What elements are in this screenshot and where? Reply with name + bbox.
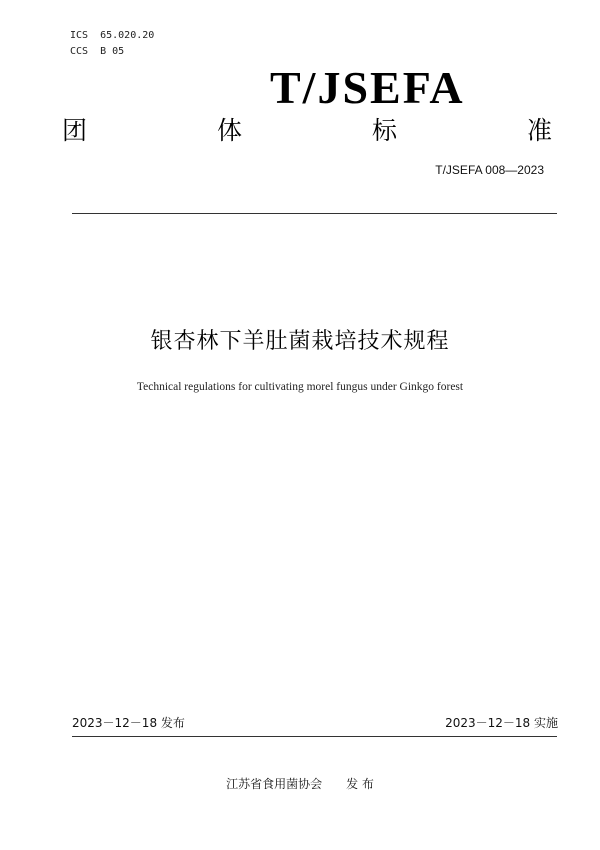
issue-action: 发 布 — [346, 777, 374, 791]
standard-type-char: 体 — [216, 116, 242, 145]
implementation-date: 2023－12－18 实施 — [445, 716, 558, 730]
publish-date: 2023－12－18 发布 — [72, 716, 185, 730]
standard-type-char: 标 — [371, 116, 397, 145]
document-title-english: Technical regulations for cultivating morel fungus under Ginkgo forest — [136, 381, 464, 393]
bottom-divider — [72, 736, 557, 737]
standard-type-char: 准 — [526, 116, 552, 145]
standard-type-char: 团 — [62, 116, 88, 145]
classification-codes — [70, 28, 154, 60]
issuer-line — [0, 775, 600, 793]
document-title-chinese: 银杏林下羊肚菌栽培技术规程 — [150, 329, 450, 354]
top-divider — [72, 213, 557, 214]
standard-number: T/JSEFA 008—2023 — [435, 163, 544, 177]
issuer-name: 江苏省食用菌协会 — [226, 777, 323, 791]
ccs-code: CCS B 05 — [70, 46, 125, 57]
ics-code: ICS 65.020.20 — [70, 30, 155, 41]
standard-logo: T/JSEFA — [270, 62, 465, 113]
standard-type-heading — [62, 114, 552, 148]
